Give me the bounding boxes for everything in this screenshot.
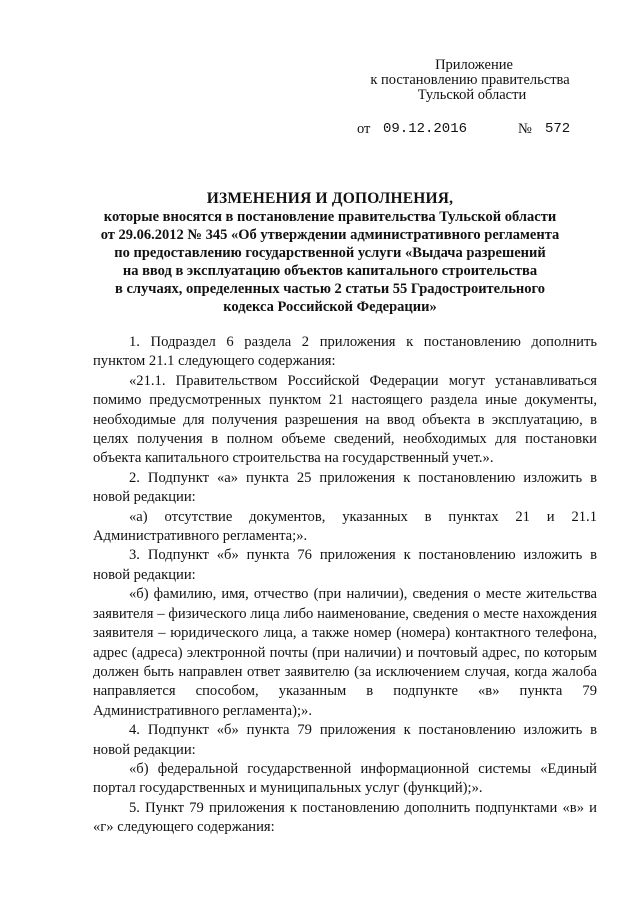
appendix-header — [360, 58, 580, 103]
appendix-line-2: к постановлению правительства — [370, 72, 570, 88]
number-prefix: № — [518, 121, 532, 137]
paragraph-quote-21-1: «21.1. Правительством Российской Федерации могут устанавливаться помимо предусмотренных пунктом 21 настоящего раздела иные документы, необходимые для получения разрешения на ввод объекта в эксплуатацию, в целях получения в полном объеме сведений, необходимых для постановки объекта капитального строительства на государственный учет.». — [93, 372, 597, 467]
decree-date: 09.12.2016 — [383, 121, 468, 137]
paragraph-item-5: 5. Пункт 79 приложения к постановлению дополнить подпунктами «в» и «г» следующего содержания: — [93, 799, 597, 836]
title-line: которые вносятся в постановление правительства Тульской области — [103, 209, 557, 225]
date-prefix: от — [357, 121, 371, 137]
appendix-line-1: Приложение — [435, 57, 513, 73]
document-body — [93, 333, 597, 838]
paragraph-quote-b-76: «б) фамилию, имя, отчество (при наличии), сведения о месте жительства заявителя – физического лица либо наименование, сведения о месте нахождения заявителя – юридического лица, а также номер (номера) контактного телефона, адрес (адреса) электронной почты (при наличии) и почтовый адрес, по которым должен быть направлен ответ заявителю (за исключением случая, когда жалоба направляется способом, указанным в подпункте «в» пункта 79 Административного регламента);». — [93, 586, 597, 719]
title-line: от 29.06.2012 № 345 «Об утверждении административного регламента — [100, 227, 560, 243]
title-line: в случаях, определенных частью 2 статьи 55 Градостроительного — [114, 281, 545, 297]
paragraph-item-4: 4. Подпункт «б» пункта 79 приложения к постановлению изложить в новой редакции: — [93, 722, 597, 758]
title-line: по предоставлению государственной услуги «Выдача разрешений — [114, 245, 546, 261]
paragraph-item-3: 3. Подпункт «б» пункта 76 приложения к постановлению изложить в новой редакции: — [93, 547, 597, 583]
decree-number: 572 — [545, 121, 571, 137]
paragraph-quote-a: «а) отсутствие документов, указанных в пунктах 21 и 21.1 Административного регламента;». — [93, 508, 597, 545]
decree-date-number — [0, 121, 640, 139]
paragraph-item-1: 1. Подраздел 6 раздела 2 приложения к постановлению дополнить пунктом 21.1 следующего содержания: — [93, 334, 597, 370]
paragraph-quote-b-79: «б) федеральной государственной информационной системы «Единый портал государственных и муниципальных услуг (функций);». — [93, 760, 597, 797]
title-main: ИЗМЕНЕНИЯ И ДОПОЛНЕНИЯ, — [206, 190, 454, 207]
appendix-line-3: Тульской области — [417, 87, 527, 103]
title-line: кодекса Российской Федерации» — [223, 299, 437, 315]
document-title — [80, 190, 580, 316]
paragraph-item-2: 2. Подпункт «а» пункта 25 приложения к постановлению изложить в новой редакции: — [93, 469, 597, 506]
title-line: на ввод в эксплуатацию объектов капитального строительства — [122, 263, 538, 279]
